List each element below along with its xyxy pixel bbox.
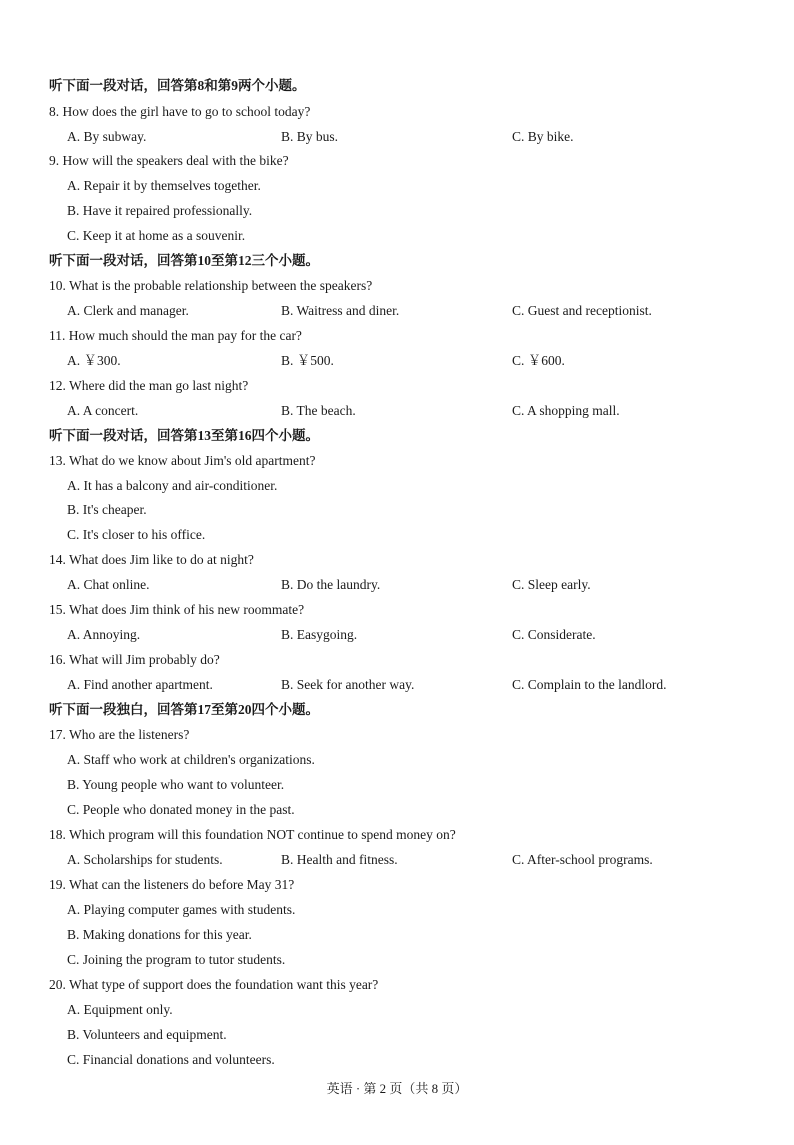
question-13-option-c: C. It's closer to his office. — [67, 527, 206, 542]
question-19-option-a: A. Playing computer games with students. — [67, 902, 296, 917]
question-17-option-b: B. Young people who want to volunteer. — [67, 777, 285, 792]
section-heading-10-12: 听下面一段对话，回答第10至第12三个小题。 — [49, 253, 319, 268]
question-20-option-b: B. Volunteers and equipment. — [67, 1027, 227, 1042]
question-9-option-b: B. Have it repaired professionally. — [67, 203, 253, 218]
question-8-stem: 8. How does the girl have to go to school today? — [49, 104, 311, 119]
question-15-option-c: C. Considerate. — [512, 627, 596, 642]
section-heading-17-20: 听下面一段独白，回答第17至第20四个小题。 — [49, 702, 319, 717]
question-14-option-a: A. Chat online. — [67, 577, 150, 592]
question-18-stem: 18. Which program will this foundation NOT continue to spend money on? — [49, 827, 456, 842]
question-10-option-b: B. Waitress and diner. — [281, 303, 400, 318]
question-14-option-c: C. Sleep early. — [512, 577, 591, 592]
question-19-option-b: B. Making donations for this year. — [67, 927, 252, 942]
question-15-option-a: A. Annoying. — [67, 627, 141, 642]
question-10-stem: 10. What is the probable relationship between the speakers? — [49, 278, 373, 293]
question-19-option-c: C. Joining the program to tutor students. — [67, 952, 286, 967]
question-16-stem: 16. What will Jim probably do? — [49, 652, 220, 667]
page-footer: 英语 · 第 2 页（共 8 页） — [326, 1081, 468, 1096]
question-14-stem: 14. What does Jim like to do at night? — [49, 552, 254, 567]
question-11-option-c: C. ￥600. — [512, 353, 565, 368]
question-12-stem: 12. Where did the man go last night? — [49, 378, 249, 393]
question-8-option-a: A. By subway. — [67, 129, 147, 144]
question-20-stem: 20. What type of support does the foundation want this year? — [49, 977, 379, 992]
question-13-stem: 13. What do we know about Jim's old apartment? — [49, 453, 316, 468]
question-18-option-b: B. Health and fitness. — [281, 852, 398, 867]
question-20-option-c: C. Financial donations and volunteers. — [67, 1052, 275, 1067]
question-15-option-b: B. Easygoing. — [281, 627, 358, 642]
section-heading-8-9: 听下面一段对话，回答第8和第9两个小题。 — [49, 78, 306, 93]
question-8-option-c: C. By bike. — [512, 129, 574, 144]
question-9-option-c: C. Keep it at home as a souvenir. — [67, 228, 246, 243]
question-15-stem: 15. What does Jim think of his new roommate? — [49, 602, 305, 617]
question-12-option-c: C. A shopping mall. — [512, 403, 620, 418]
question-12-option-a: A. A concert. — [67, 403, 139, 418]
section-heading-13-16: 听下面一段对话，回答第13至第16四个小题。 — [49, 428, 319, 443]
question-13-option-a: A. It has a balcony and air-conditioner. — [67, 478, 278, 493]
question-17-option-c: C. People who donated money in the past. — [67, 802, 295, 817]
question-18-option-a: A. Scholarships for students. — [67, 852, 223, 867]
question-19-stem: 19. What can the listeners do before May 31? — [49, 877, 295, 892]
question-16-option-a: A. Find another apartment. — [67, 677, 213, 692]
question-11-option-a: A. ￥300. — [67, 353, 121, 368]
question-8-option-b: B. By bus. — [281, 129, 339, 144]
question-20-option-a: A. Equipment only. — [67, 1002, 173, 1017]
question-9-stem: 9. How will the speakers deal with the bike? — [49, 153, 289, 168]
question-13-option-b: B. It's cheaper. — [67, 502, 147, 517]
question-11-stem: 11. How much should the man pay for the car? — [49, 328, 302, 343]
question-10-option-a: A. Clerk and manager. — [67, 303, 189, 318]
question-16-option-c: C. Complain to the landlord. — [512, 677, 667, 692]
question-17-option-a: A. Staff who work at children's organizations. — [67, 752, 315, 767]
question-14-option-b: B. Do the laundry. — [281, 577, 381, 592]
question-17-stem: 17. Who are the listeners? — [49, 727, 190, 742]
question-18-option-c: C. After-school programs. — [512, 852, 653, 867]
question-10-option-c: C. Guest and receptionist. — [512, 303, 652, 318]
question-11-option-b: B. ￥500. — [281, 353, 334, 368]
question-12-option-b: B. The beach. — [281, 403, 356, 418]
question-9-option-a: A. Repair it by themselves together. — [67, 178, 261, 193]
question-16-option-b: B. Seek for another way. — [281, 677, 415, 692]
